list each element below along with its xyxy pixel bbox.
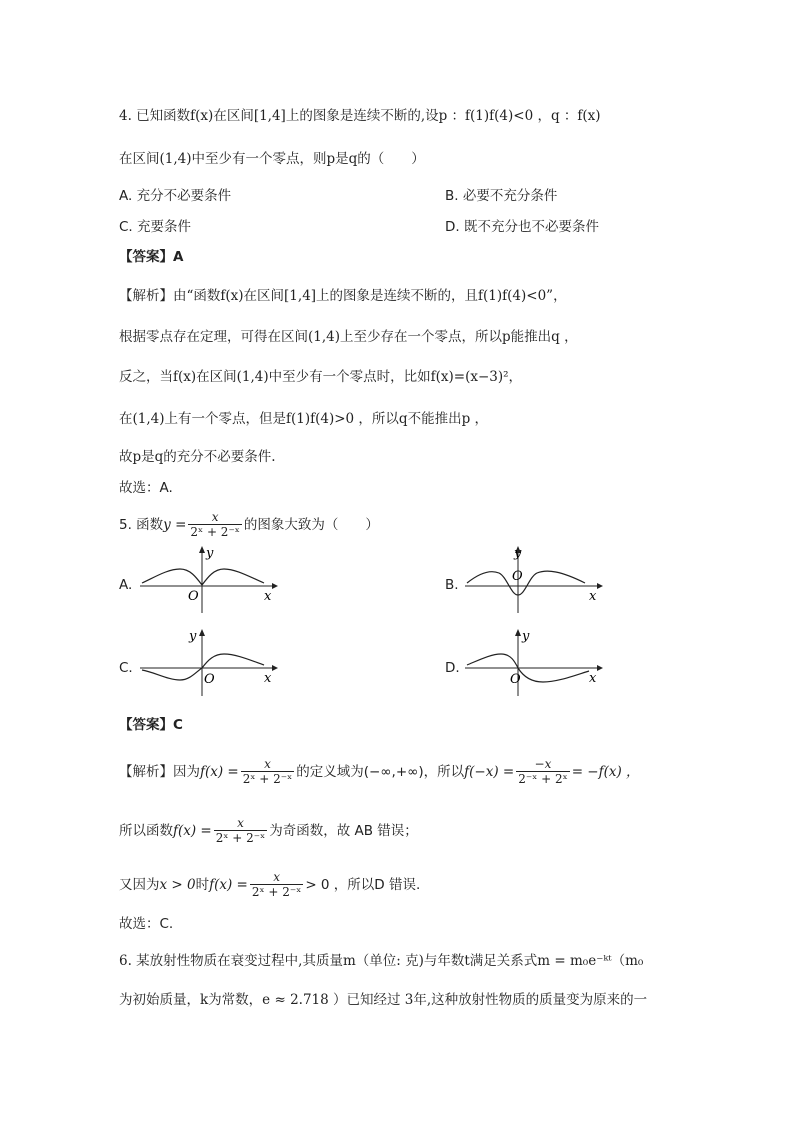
q5-graph-label-b: B. xyxy=(445,577,459,593)
svg-text:x: x xyxy=(264,671,272,686)
q4-analysis-line1: 【解析】由“函数f(x)在区间[1,4]上的图象是连续不断的，且f(1)f(4)<0”， xyxy=(119,288,567,304)
q4-stem-line2: 在区间(1,4)中至少有一个零点，则p是q的（ ） xyxy=(119,151,425,167)
q5-analysis-line3: 又因为x > 0时f(x) = $\frac{x}{\text{2ˣ + 2⁻ˣ}}$ > 0 ，所以D 错误. xyxy=(119,870,421,899)
q6-stem-line2: 为初始质量，k为常数，e ≈ 2.718 ）已知经过 3年,这种放射性物质的质量变为原来的一 xyxy=(119,992,648,1008)
svg-text:y: y xyxy=(522,629,530,644)
svg-text:x: x xyxy=(589,589,597,604)
q5-graph-label-d: D. xyxy=(445,660,460,676)
q4-stem-line1: 4. 已知函数f(x)在区间[1,4]上的图象是连续不断的,设p ：f(1)f(4)<0 ，q ：f(x) xyxy=(119,108,601,124)
q4-final-choice: 故选：A. xyxy=(119,480,173,496)
q5-graph-a xyxy=(140,543,280,613)
q4-answer: 【答案】A xyxy=(119,249,184,265)
svg-text:y: y xyxy=(189,629,197,644)
q4-analysis-line2: 根据零点存在定理，可得在区间(1,4)上至少存在一个零点，所以p能推出q ， xyxy=(119,329,578,345)
svg-text:x: x xyxy=(589,671,597,686)
svg-text:O: O xyxy=(204,672,215,687)
q4-option-c: C. 充要条件 xyxy=(119,219,192,235)
q5-analysis-line2: 所以函数f(x) = $\frac{x}{\text{2ˣ + 2⁻ˣ}}$ 为奇函数，故 AB 错误； xyxy=(119,816,418,845)
q5-graph-label-a: A. xyxy=(119,577,133,593)
q5-graph-b xyxy=(465,543,605,613)
svg-text:O: O xyxy=(188,589,199,604)
q4-option-a: A. 充分不必要条件 xyxy=(119,188,232,204)
q6-stem-line1: 6. 某放射性物质在衰变过程中,其质量m（单位: 克)与年数t满足关系式m = m₀e⁻ᵏᵗ（m₀ xyxy=(119,953,644,969)
q5-analysis-line1: 【解析】因为f(x) = $\frac{x}{\text{2ˣ + 2⁻ˣ}}$ 的定义域为(−∞,+∞)，所以f(−x) = $\frac{-x}{\text{2⁻ˣ + 2ˣ}}$ = −f(x) ， xyxy=(119,757,640,786)
q5-graph-d xyxy=(465,626,605,696)
svg-text:x: x xyxy=(264,589,272,604)
svg-text:O: O xyxy=(510,672,521,687)
q4-option-b: B. 必要不充分条件 xyxy=(445,188,558,204)
q5-final-choice: 故选：C. xyxy=(119,916,174,932)
q4-analysis-line4: 在(1,4)上有一个零点，但是f(1)f(4)>0 ，所以q不能推出p ， xyxy=(119,411,489,427)
q4-analysis-line3: 反之，当f(x)在区间(1,4)中至少有一个零点时，比如f(x)=(x−3)²， xyxy=(119,369,523,385)
q5-graph-c xyxy=(140,626,280,696)
svg-text:y: y xyxy=(206,546,214,561)
q5-stem: 5. 函数y = $\frac{x}{\text{2ˣ + 2⁻ˣ}}$ 的图象大致为（ ） xyxy=(119,510,379,539)
q5-graph-label-c: C. xyxy=(119,660,133,676)
q4-option-d: D. 既不充分也不必要条件 xyxy=(445,219,599,235)
q4-analysis-line5: 故p是q的充分不必要条件. xyxy=(119,449,276,465)
q5-answer: 【答案】C xyxy=(119,717,183,733)
svg-text:y: y xyxy=(514,546,522,561)
svg-text:O: O xyxy=(512,569,523,584)
